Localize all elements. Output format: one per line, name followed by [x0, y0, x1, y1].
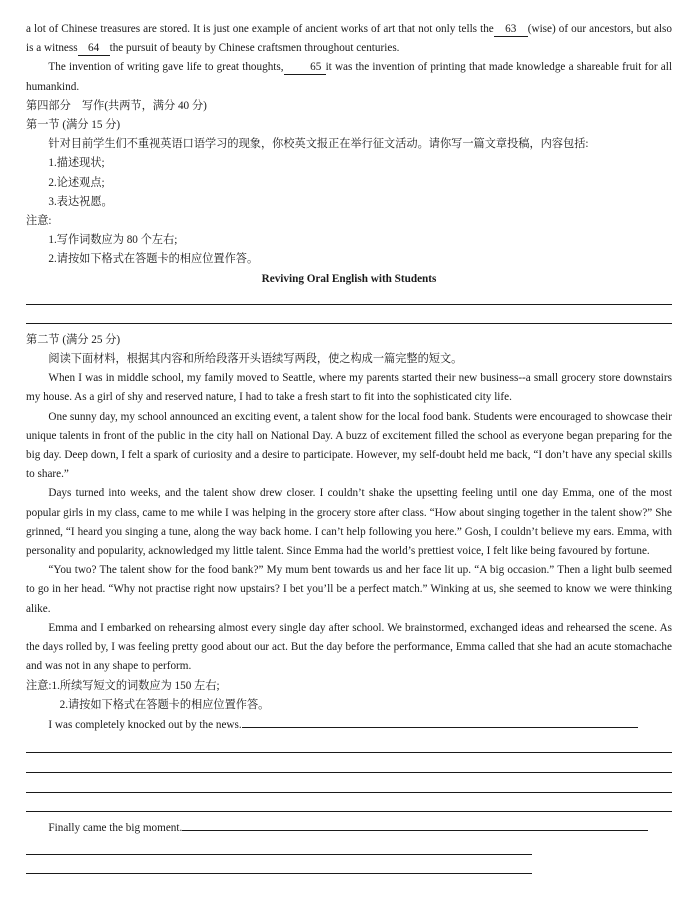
section1-item: 3.表达祝愿。: [48, 195, 113, 208]
section2-prompt: 阅读下面材料，根据其内容和所给段落开头语续写两段，使之构成一篇完整的短文。: [48, 353, 463, 366]
answer-line[interactable]: [26, 753, 672, 773]
section2-note: [26, 677, 672, 696]
story-paragraph: When I was in middle school, my family moved to Seattle, where my parents started their new business--a small grocery store downstairs my house. As a girl of shy and reserved nature, I had to take a fresh start to fit into the sophisticated city life.: [26, 372, 672, 404]
continuation-start-1: [26, 715, 672, 735]
exam-page: [26, 20, 672, 874]
story-paragraph: Emma and I embarked on rehearsing almost every single day after school. We brainstormed, exchanged ideas and rehearsed the scene. As the days rolled by, I was feeling pretty good about our act. But the day before the performance, Emma called that she had an acute stomachache and was not in any shape to perform.: [26, 621, 672, 673]
story-paragraph: Days turned into weeks, and the talent show drew closer. I couldn’t shake the upsetting feeling until one day Emma, one of the most popular girls in my class, came to me while I was helping in the grocery store after class. “How about singing together in the talent show?” She grinned, “I heard you singing a tune, along the way back home. I can’t help following you here.” Gosh, I couldn’t believe my ears. Emma, with personality and popularity, acknowledged my little talent. Since Emma had the world’s prettiest voice, I felt like being favoured by fortune.: [26, 487, 672, 558]
section1-prompt: 针对目前学生们不重视英语口语学习的现象，你校英文报正在举行征文活动。请你写一篇文章投稿，内容包括:: [48, 138, 589, 151]
section1-item: 2.论述观点;: [48, 176, 105, 189]
section2-note-label: 注意:: [26, 679, 52, 692]
passage-paragraph: [26, 20, 672, 58]
section1-note: 1.写作词数应为 80 个左右;: [48, 234, 178, 247]
blank-64[interactable]: 64: [78, 41, 110, 56]
answer-line[interactable]: [26, 838, 532, 855]
passage-text: The invention of writing gave life to great thoughts,: [48, 61, 284, 74]
story-paragraph: “You two? The talent show for the food bank?” My mum bent towards us and her face lit up. “A big occasion.” Then a light bulb seemed to go in her head. “Why not practise right now upstairs? I bet you’ll be a perfect match.” Winking at us, she seemed to know we were thinking alike.: [26, 564, 672, 615]
section1-item: 1.描述现状;: [48, 157, 105, 170]
section2-note: 2.请按如下格式在答题卡的相应位置作答。: [59, 698, 270, 711]
part4-heading: 第四部分 写作(共两节，满分 40 分): [26, 99, 207, 112]
section2-heading: 第二节 (满分 25 分): [26, 333, 121, 346]
passage-text: (wise) of our ancestors, but also is a witness: [26, 23, 672, 55]
blank-65[interactable]: 65: [284, 60, 326, 75]
blank-63[interactable]: 63: [494, 22, 528, 37]
passage-paragraph: [26, 58, 672, 96]
section1-heading: 第一节 (满分 15 分): [26, 119, 121, 132]
story-paragraph: One sunny day, my school announced an exciting event, a talent show for the local food bank. Students were encouraged to showcase their unique talents in front of the public in the city hall on National Day. A buzz of excitement filled the school as everyone began preparing for the big day. Deep down, I felt a spark of curiosity and a desire to participate. However, my self-doubt held me back, “I don’t have any special skills to share.”: [26, 410, 672, 481]
essay-title: Reviving Oral English with Students: [261, 272, 437, 285]
passage-text: the pursuit of beauty by Chinese craftsmen throughout centuries.: [109, 42, 400, 55]
section1-note: 2.请按如下格式在答题卡的相应位置作答。: [48, 253, 259, 266]
answer-line[interactable]: [26, 735, 672, 753]
section2-note-item: 1.所续写短文的词数应为 150 左右;: [51, 679, 220, 692]
answer-line[interactable]: [182, 818, 648, 831]
answer-line[interactable]: [26, 305, 672, 324]
answer-line[interactable]: [242, 715, 638, 728]
answer-line[interactable]: [26, 289, 672, 305]
start-sentence: Finally came the big moment.: [48, 822, 183, 835]
start-sentence: I was completely knocked out by the news.: [48, 718, 242, 731]
passage-text: a lot of Chinese treasures are stored. It is just one example of ancient works of art that not only tells the: [26, 23, 494, 35]
section1-note-label: 注意:: [26, 215, 52, 228]
answer-line[interactable]: [26, 793, 672, 812]
answer-line[interactable]: [26, 855, 532, 874]
continuation-start-2: [26, 818, 672, 838]
answer-line[interactable]: [26, 773, 672, 793]
passage-text: it was the invention of printing that made knowledge a shareable fruit for all humankind.: [26, 61, 672, 93]
